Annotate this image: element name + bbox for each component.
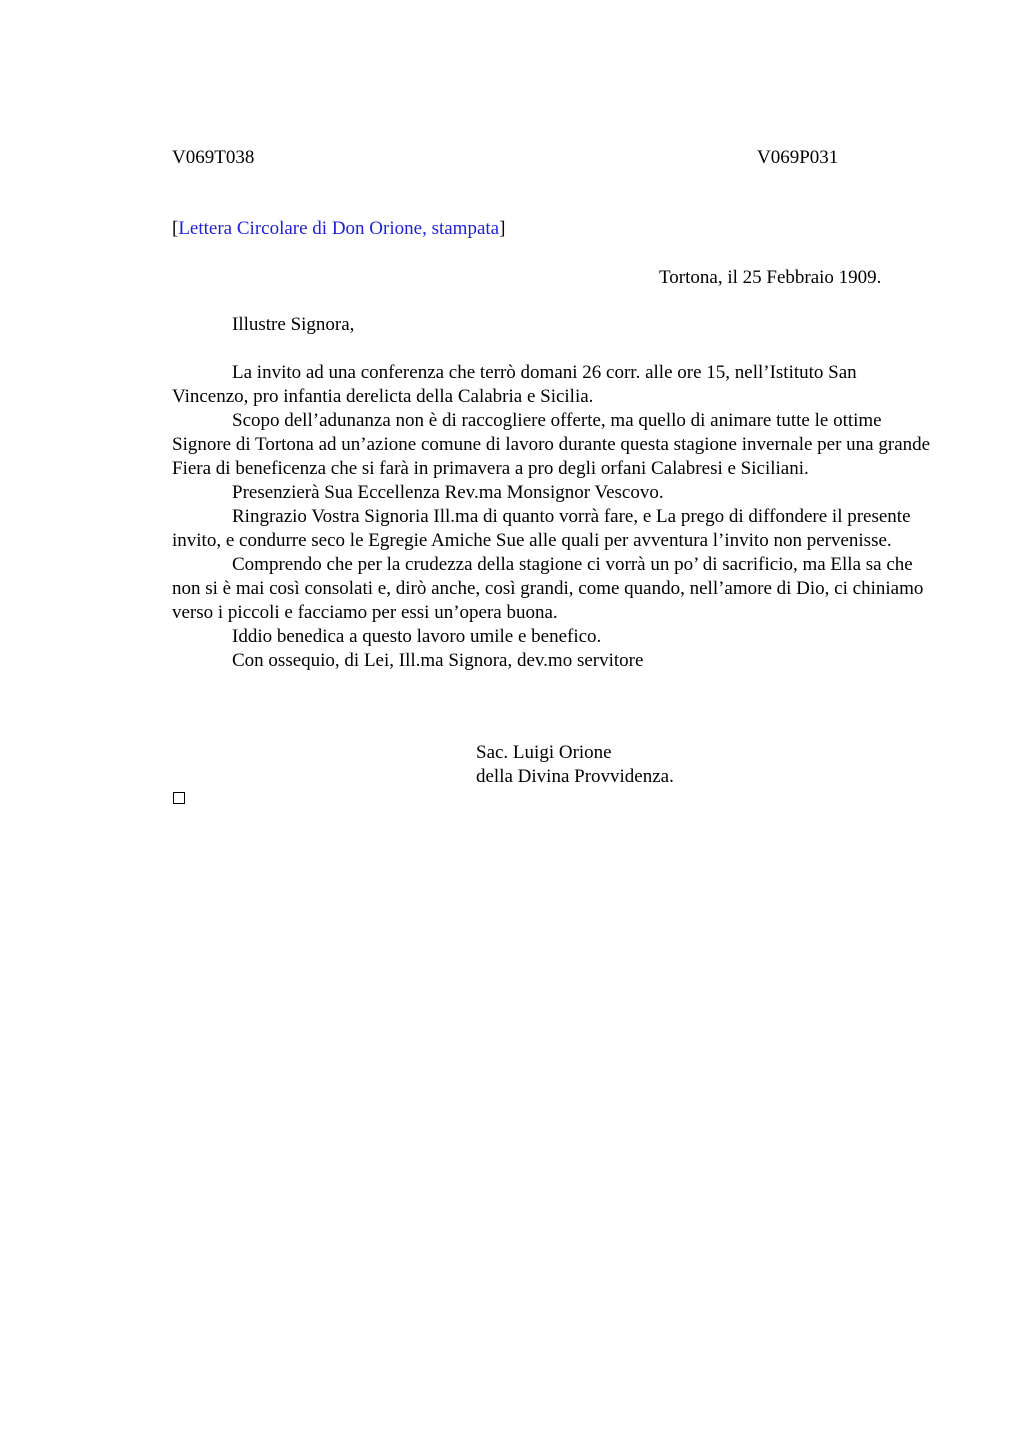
letter-paragraph: Presenzierà Sua Eccellenza Rev.ma Monsignor Vescovo. — [232, 482, 664, 503]
signature-name: Sac. Luigi Orione — [476, 742, 612, 763]
letter-salutation: Illustre Signora, — [232, 314, 355, 335]
signature-title: della Divina Provvidenza. — [476, 766, 674, 787]
letter-paragraph: Ringrazio Vostra Signoria Ill.ma di quanto vorrà fare, e La prego di diffondere il presente invito, e condurre seco le Egregie Amiche Sue alle quali per avventura l’invito non pervenisse. — [172, 506, 911, 551]
letter-paragraph: Con ossequio, di Lei, Ill.ma Signora, dev.mo servitore — [232, 650, 644, 671]
letter-paragraph: Comprendo che per la crudezza della stagione ci vorrà un po’ di sacrificio, ma Ella sa che non si è mai così consolati e, dirò anche, così grandi, come quando, nell’amore di Dio, ci chiniamo verso i piccoli e facciamo per essi un’opera buona. — [172, 554, 924, 623]
letter-paragraph: Iddio benedica a questo lavoro umile e benefico. — [232, 626, 602, 647]
document-reference-code: V069T038 — [172, 147, 255, 168]
heading-open-bracket: [ — [172, 218, 179, 239]
letter-paragraph: Scopo dell’adunanza non è di raccogliere offerte, ma quello di animare tutte le ottime Signore di Tortona ad un’azione comune di lavoro durante questa stagione invernale per una grande Fiera di beneficenza che si farà in primavera a pro degli orfani Calabresi e Siciliani. — [172, 410, 931, 479]
heading-close-bracket: ] — [499, 218, 506, 239]
end-of-document-box-icon — [173, 792, 185, 804]
page-reference-code: V069P031 — [757, 147, 839, 168]
document-heading — [172, 217, 505, 241]
letter-signature — [476, 741, 674, 789]
letter-body — [172, 361, 932, 673]
letter-paragraph: La invito ad una conferenza che terrò domani 26 corr. alle ore 15, nell’Istituto San Vincenzo, pro infantia derelicta della Calabria e Sicilia. — [172, 362, 857, 407]
heading-link[interactable]: Lettera Circolare di Don Orione, stampata — [178, 218, 500, 239]
letter-dateline: Tortona, il 25 Febbraio 1909. — [659, 267, 882, 288]
